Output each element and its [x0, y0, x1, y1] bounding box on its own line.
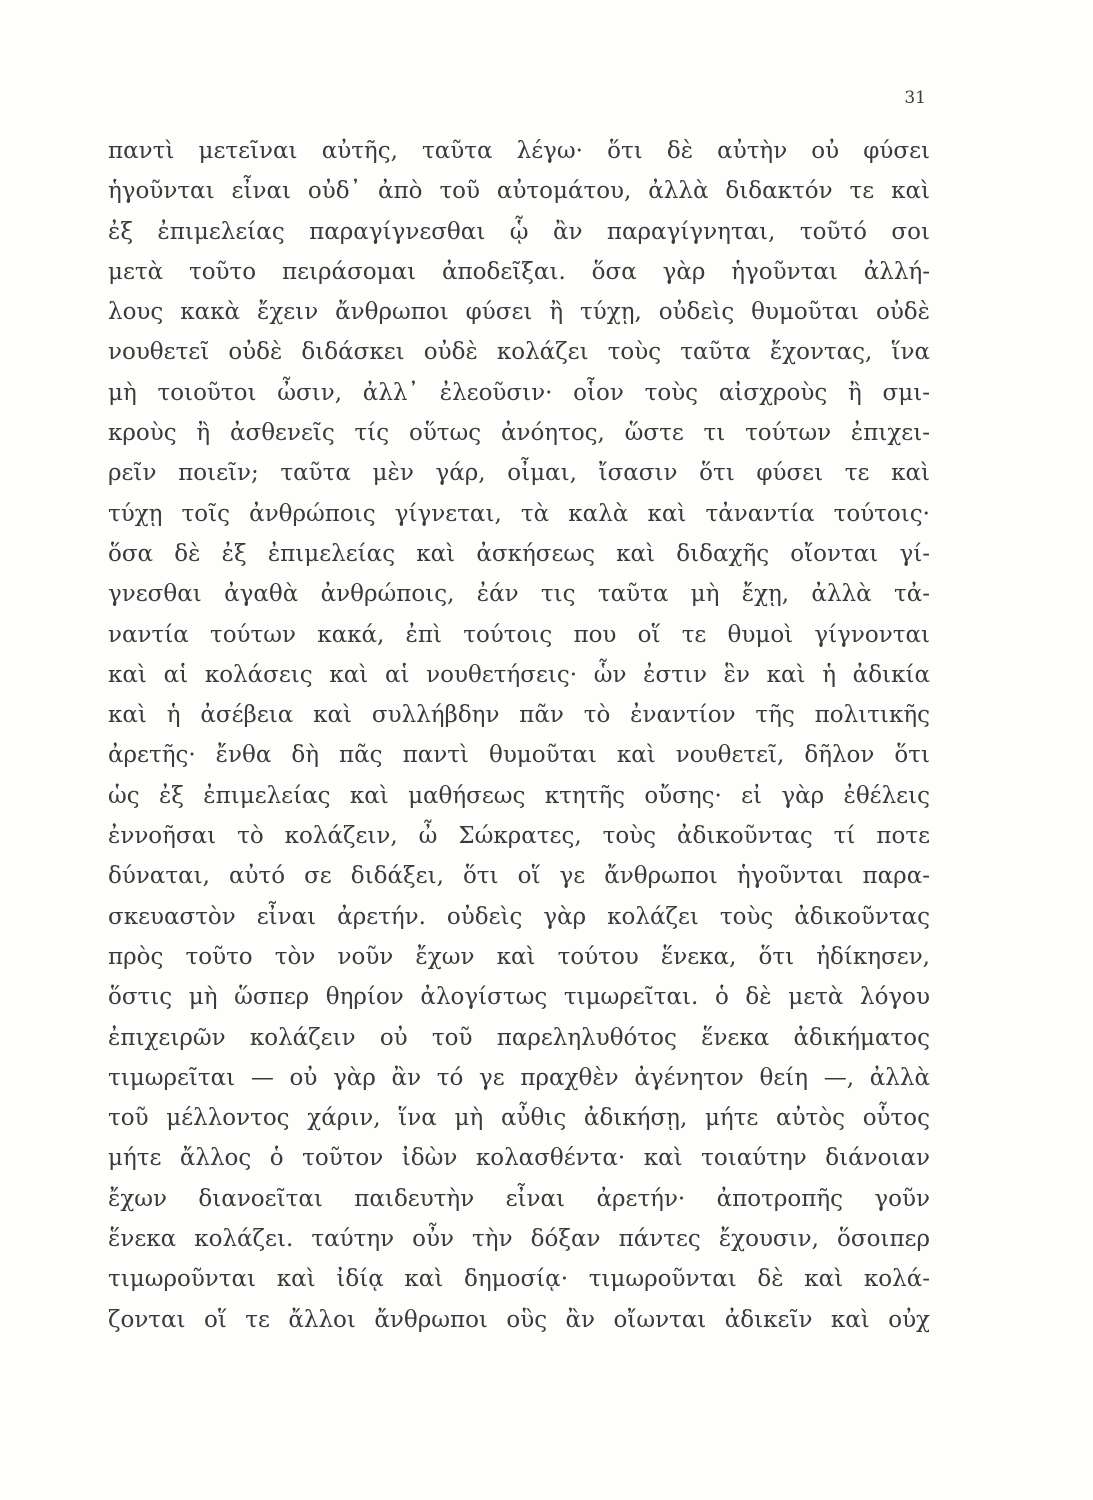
text-line: γνεσθαι ἀγαθὰ ἀνθρώποις, ἐάν τις ταῦτα μὴ ἔχῃ, ἀλλὰ τἀ- — [108, 581, 930, 608]
text-line: ἐξ ἐπιμελείας παραγίγνεσθαι ᾧ ἂν παραγίγνηται, τοῦτό σοι — [108, 218, 930, 245]
text-line: ἕνεκα κολάζει. ταύτην οὖν τὴν δόξαν πάντες ἔχουσιν, ὅσοιπερ — [108, 1226, 930, 1253]
text-line: ἐπιχειρῶν κολάζειν οὐ τοῦ παρεληλυθότος ἕνεκα ἀδικήματος — [108, 1024, 930, 1051]
text-line: ὅστις μὴ ὥσπερ θηρίον ἀλογίστως τιμωρεῖται. ὁ δὲ μετὰ λόγου — [108, 984, 930, 1011]
text-line: ρεῖν ποιεῖν; ταῦτα μὲν γάρ, οἶμαι, ἴσασιν ὅτι φύσει τε καὶ — [108, 460, 930, 487]
text-line: μήτε ἄλλος ὁ τοῦτον ἰδὼν κολασθέντα· καὶ τοιαύτην διάνοιαν — [108, 1145, 930, 1172]
text-line: ζονται οἵ τε ἄλλοι ἄνθρωποι οὓς ἂν οἴωνται ἀδικεῖν καὶ οὐχ — [108, 1306, 930, 1333]
text-line: ὅσα δὲ ἐξ ἐπιμελείας καὶ ἀσκήσεως καὶ διδαχῆς οἴονται γί- — [108, 540, 930, 567]
text-line: τιμωροῦνται καὶ ἰδίᾳ καὶ δημοσίᾳ· τιμωροῦνται δὲ καὶ κολά- — [108, 1266, 930, 1293]
text-line: ἀρετῆς· ἔνθα δὴ πᾶς παντὶ θυμοῦται καὶ νουθετεῖ, δῆλον ὅτι — [108, 742, 930, 769]
text-line: δύναται, αὐτό σε διδάξει, ὅτι οἵ γε ἄνθρωποι ἡγοῦνται παρα- — [108, 863, 930, 890]
text-line: τύχῃ τοῖς ἀνθρώποις γίγνεται, τὰ καλὰ καὶ τἀναντία τούτοις· — [108, 500, 930, 527]
text-line: τοῦ μέλλοντος χάριν, ἵνα μὴ αὖθις ἀδικήσῃ, μήτε αὐτὸς οὗτος — [108, 1105, 930, 1132]
text-line: μετὰ τοῦτο πειράσομαι ἀποδεῖξαι. ὅσα γὰρ ἡγοῦνται ἀλλή- — [108, 258, 930, 285]
page-number: 31 — [904, 88, 926, 108]
text-line: ἐννοῆσαι τὸ κολάζειν, ὦ Σώκρατες, τοὺς ἀδικοῦντας τί ποτε — [108, 823, 930, 850]
text-line: πρὸς τοῦτο τὸν νοῦν ἔχων καὶ τούτου ἕνεκα, ὅτι ἠδίκησεν, — [108, 943, 930, 970]
text-line: ναντία τούτων κακά, ἐπὶ τούτοις που οἵ τε θυμοὶ γίγνονται — [108, 621, 930, 648]
text-line: καὶ ἡ ἀσέβεια καὶ συλλήβδην πᾶν τὸ ἐναντίον τῆς πολιτικῆς — [108, 702, 930, 729]
body-text — [108, 131, 930, 1340]
text-line: καὶ αἱ κολάσεις καὶ αἱ νουθετήσεις· ὧν ἐστιν ἓν καὶ ἡ ἀδικία — [108, 661, 930, 688]
text-line: κροὺς ἢ ἀσθενεῖς τίς οὕτως ἀνόητος, ὥστε τι τούτων ἐπιχει- — [108, 420, 930, 447]
text-line: μὴ τοιοῦτοι ὦσιν, ἀλλ᾽ ἐλεοῦσιν· οἷον τοὺς αἰσχροὺς ἢ σμι- — [108, 379, 930, 406]
text-line: σκευαστὸν εἶναι ἀρετήν. οὐδεὶς γὰρ κολάζει τοὺς ἀδικοῦντας — [108, 903, 930, 930]
text-line: νουθετεῖ οὐδὲ διδάσκει οὐδὲ κολάζει τοὺς ταῦτα ἔχοντας, ἵνα — [108, 339, 930, 366]
text-line: ἔχων διανοεῖται παιδευτὴν εἶναι ἀρετήν· ἀποτροπῆς γοῦν — [108, 1185, 930, 1212]
text-line: τιμωρεῖται — οὐ γὰρ ἂν τό γε πραχθὲν ἀγένητον θείη —, ἀλλὰ — [108, 1064, 930, 1091]
text-line: ὡς ἐξ ἐπιμελείας καὶ μαθήσεως κτητῆς οὔσης· εἰ γὰρ ἐθέλεις — [108, 782, 930, 809]
text-line: λους κακὰ ἔχειν ἄνθρωποι φύσει ἢ τύχῃ, οὐδεὶς θυμοῦται οὐδὲ — [108, 299, 930, 326]
text-line: ἡγοῦνται εἶναι οὐδ᾽ ἀπὸ τοῦ αὐτομάτου, ἀλλὰ διδακτόν τε καὶ — [108, 178, 930, 205]
text-line: παντὶ μετεῖναι αὐτῆς, ταῦτα λέγω· ὅτι δὲ αὐτὴν οὐ φύσει — [108, 138, 930, 164]
